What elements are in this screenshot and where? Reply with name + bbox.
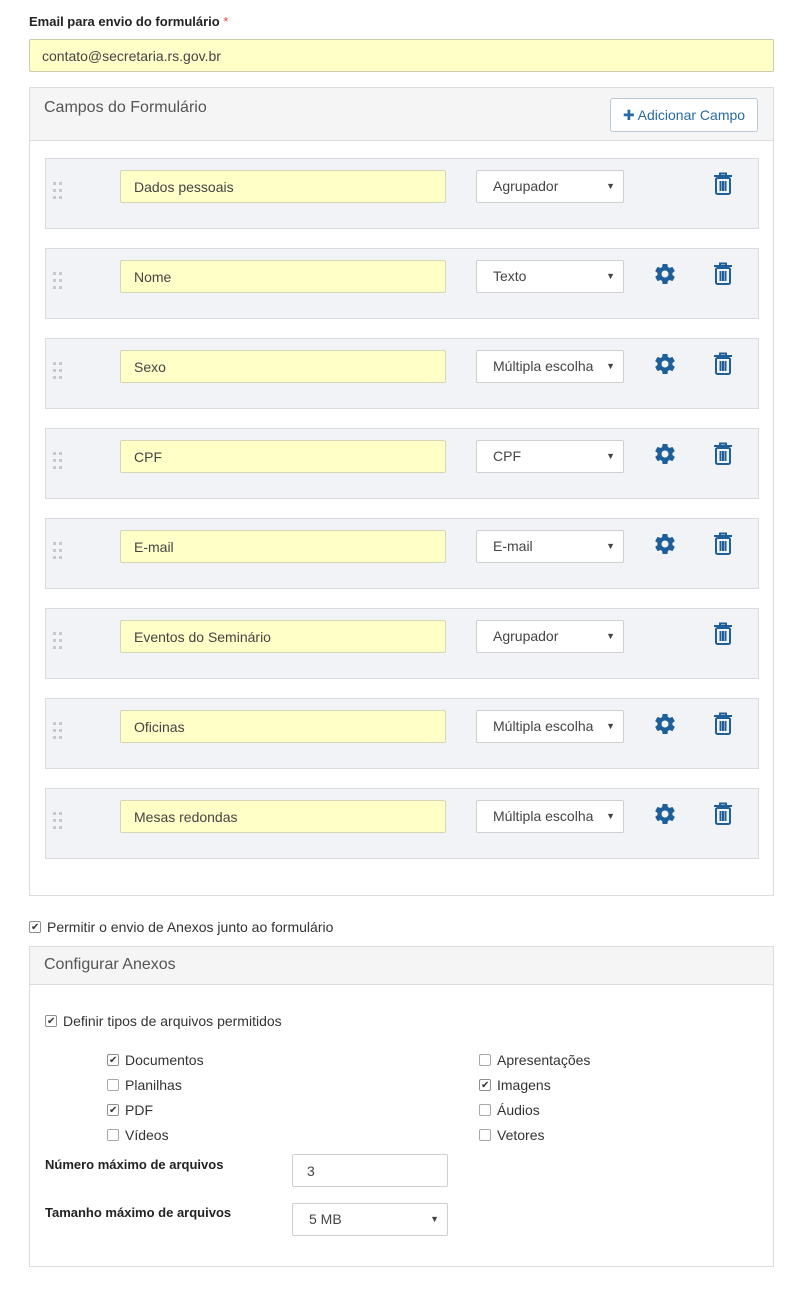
chevron-down-icon: ▼ xyxy=(606,631,615,641)
field-name-input[interactable] xyxy=(120,620,446,653)
max-files-label: Número máximo de arquivos xyxy=(45,1157,224,1172)
drag-handle-icon[interactable] xyxy=(53,812,65,834)
trash-icon[interactable] xyxy=(712,621,734,647)
file-type-checkbox[interactable] xyxy=(107,1104,119,1116)
field-type-value: Texto xyxy=(493,268,527,284)
chevron-down-icon: ▼ xyxy=(606,181,615,191)
field-name-input[interactable] xyxy=(120,170,446,203)
allow-attachments-label: Permitir o envio de Anexos junto ao formulário xyxy=(47,919,334,935)
file-type-option[interactable] xyxy=(107,1101,153,1119)
file-type-checkbox[interactable] xyxy=(107,1079,119,1091)
required-mark: * xyxy=(223,14,229,29)
chevron-down-icon: ▼ xyxy=(430,1214,439,1224)
file-type-label: Documentos xyxy=(125,1052,204,1068)
file-type-option[interactable] xyxy=(479,1051,590,1069)
attachments-panel-heading xyxy=(30,947,773,985)
field-name-input[interactable] xyxy=(120,530,446,563)
field-name-input[interactable] xyxy=(120,260,446,293)
gear-icon[interactable] xyxy=(653,352,677,376)
trash-icon[interactable] xyxy=(712,261,734,287)
form-fields-panel xyxy=(29,87,774,896)
field-type-select[interactable] xyxy=(476,620,624,653)
drag-handle-icon[interactable] xyxy=(53,722,65,744)
plus-icon: ✚ xyxy=(622,107,635,123)
field-row xyxy=(45,428,759,499)
field-type-value: E-mail xyxy=(493,538,533,554)
file-type-checkbox[interactable] xyxy=(107,1129,119,1141)
email-input[interactable] xyxy=(29,39,774,72)
field-type-select[interactable] xyxy=(476,440,624,473)
allow-attachments-option[interactable] xyxy=(29,918,333,936)
field-type-value: Agrupador xyxy=(493,628,559,644)
field-type-value: Múltipla escolha xyxy=(493,358,594,374)
chevron-down-icon: ▼ xyxy=(606,721,615,731)
field-name-input[interactable] xyxy=(120,710,446,743)
define-types-checkbox[interactable] xyxy=(45,1015,57,1027)
email-label xyxy=(29,14,228,29)
field-type-select[interactable] xyxy=(476,710,624,743)
file-type-label: Apresentações xyxy=(497,1052,591,1068)
allow-attachments-checkbox[interactable] xyxy=(29,921,41,933)
form-fields-panel-heading xyxy=(30,88,773,141)
max-size-value: 5 MB xyxy=(309,1211,342,1227)
file-type-option[interactable] xyxy=(107,1076,182,1094)
trash-icon[interactable] xyxy=(712,531,734,557)
email-label-text: Email para envio do formulário xyxy=(29,14,220,29)
file-type-option[interactable] xyxy=(107,1051,204,1069)
file-type-checkbox[interactable] xyxy=(479,1129,491,1141)
form-fields-panel-title: Campos do Formulário xyxy=(44,99,207,116)
file-type-option[interactable] xyxy=(479,1126,544,1144)
file-type-label: Áudios xyxy=(497,1102,540,1118)
field-type-select[interactable] xyxy=(476,530,624,563)
max-size-label: Tamanho máximo de arquivos xyxy=(45,1205,232,1220)
attachments-panel xyxy=(29,946,774,1267)
field-name-input[interactable] xyxy=(120,800,446,833)
field-name-input[interactable] xyxy=(120,350,446,383)
file-type-label: Planilhas xyxy=(125,1077,182,1093)
field-type-value: Múltipla escolha xyxy=(493,808,594,824)
define-types-label: Definir tipos de arquivos permitidos xyxy=(63,1013,282,1029)
max-size-select[interactable] xyxy=(292,1203,448,1236)
file-type-label: Vídeos xyxy=(125,1127,169,1143)
define-types-option[interactable] xyxy=(45,1012,282,1030)
gear-icon[interactable] xyxy=(653,802,677,826)
field-row xyxy=(45,338,759,409)
trash-icon[interactable] xyxy=(712,801,734,827)
field-name-input[interactable] xyxy=(120,440,446,473)
file-type-checkbox[interactable] xyxy=(107,1054,119,1066)
file-type-label: PDF xyxy=(125,1102,153,1118)
drag-handle-icon[interactable] xyxy=(53,632,65,654)
field-type-select[interactable] xyxy=(476,350,624,383)
trash-icon[interactable] xyxy=(712,351,734,377)
gear-icon[interactable] xyxy=(653,532,677,556)
file-type-checkbox[interactable] xyxy=(479,1054,491,1066)
chevron-down-icon: ▼ xyxy=(606,541,615,551)
field-row xyxy=(45,608,759,679)
gear-icon[interactable] xyxy=(653,712,677,736)
trash-icon[interactable] xyxy=(712,711,734,737)
field-type-select[interactable] xyxy=(476,170,624,203)
chevron-down-icon: ▼ xyxy=(606,361,615,371)
trash-icon[interactable] xyxy=(712,441,734,467)
field-row xyxy=(45,788,759,859)
file-type-label: Imagens xyxy=(497,1077,551,1093)
file-type-option[interactable] xyxy=(479,1076,551,1094)
field-row xyxy=(45,158,759,229)
field-type-select[interactable] xyxy=(476,800,624,833)
attachments-panel-title: Configurar Anexos xyxy=(44,956,176,973)
file-type-checkbox[interactable] xyxy=(479,1079,491,1091)
field-type-select[interactable] xyxy=(476,260,624,293)
field-row xyxy=(45,248,759,319)
chevron-down-icon: ▼ xyxy=(606,451,615,461)
add-field-button-label: Adicionar Campo xyxy=(637,107,746,123)
field-row xyxy=(45,518,759,589)
drag-handle-icon[interactable] xyxy=(53,542,65,564)
drag-handle-icon[interactable] xyxy=(53,452,65,474)
drag-handle-icon[interactable] xyxy=(53,272,65,294)
chevron-down-icon: ▼ xyxy=(606,811,615,821)
trash-icon[interactable] xyxy=(712,171,734,197)
max-files-input[interactable] xyxy=(292,1154,448,1187)
file-type-option[interactable] xyxy=(479,1101,540,1119)
field-row xyxy=(45,698,759,769)
gear-icon[interactable] xyxy=(653,442,677,466)
file-type-checkbox[interactable] xyxy=(479,1104,491,1116)
chevron-down-icon: ▼ xyxy=(606,271,615,281)
field-type-value: Agrupador xyxy=(493,178,559,194)
gear-icon[interactable] xyxy=(653,262,677,286)
add-field-button[interactable] xyxy=(610,98,758,132)
file-type-label: Vetores xyxy=(497,1127,545,1143)
drag-handle-icon[interactable] xyxy=(53,362,65,384)
field-type-value: Múltipla escolha xyxy=(493,718,594,734)
field-type-value: CPF xyxy=(493,448,521,464)
file-type-option[interactable] xyxy=(107,1126,169,1144)
drag-handle-icon[interactable] xyxy=(53,182,65,204)
